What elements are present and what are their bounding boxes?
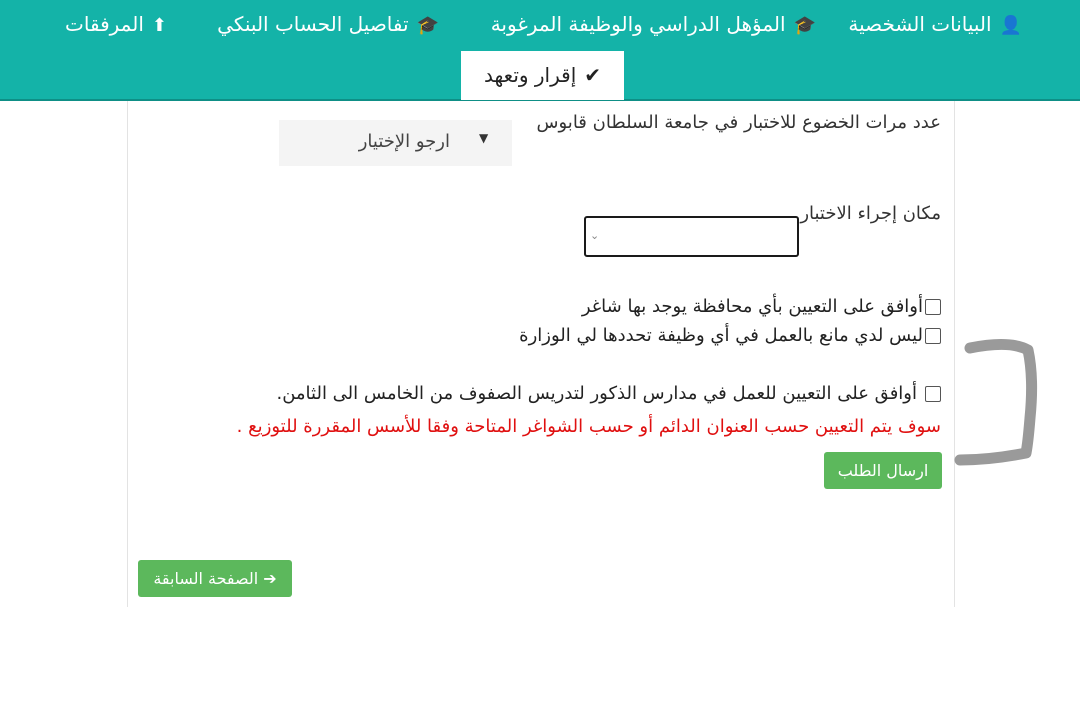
no-objection-checkbox[interactable] <box>925 328 941 344</box>
previous-page-button[interactable] <box>138 560 292 597</box>
graduation-cap-icon: 🎓 <box>793 14 816 36</box>
location-label: مكان إجراء الاختبار <box>800 203 941 224</box>
check-icon: ✔ <box>584 63 602 87</box>
distribution-notice: سوف يتم التعيين حسب العنوان الدائم أو حسب الشواغر المتاحة وفقا للأسس المقررة للتوزيع . <box>236 416 941 437</box>
tab-label: المؤهل الدراسي والوظيفة المرغوبة <box>490 12 786 36</box>
agree-governorate-checkbox[interactable] <box>925 299 941 315</box>
tab-declaration[interactable] <box>461 51 624 100</box>
tab-attachments[interactable] <box>65 10 167 40</box>
bracket-annotation-mark <box>950 338 1045 473</box>
submit-button[interactable]: ارسال الطلب <box>824 452 942 489</box>
no-objection-text: ليس لدي مانع بالعمل في أي وظيفة تحددها لي الوزارة <box>519 325 923 346</box>
tab-label: تفاصيل الحساب البنكي <box>217 12 409 36</box>
tab-label: البيانات الشخصية <box>848 12 992 36</box>
no-objection-row <box>519 325 941 346</box>
tab-qualification[interactable] <box>491 10 816 40</box>
top-navigation <box>0 0 1080 101</box>
form-panel <box>127 101 955 607</box>
location-select[interactable] <box>584 216 799 257</box>
tab-bank-details[interactable] <box>217 10 439 40</box>
tab-label: إقرار وتعهد <box>483 63 577 87</box>
tab-personal-data[interactable] <box>848 10 1022 40</box>
caret-down-icon: ▼ <box>479 131 489 145</box>
attempts-select[interactable] <box>279 120 512 166</box>
agree-boys-schools-row <box>276 383 941 404</box>
agree-boys-schools-text: أوافق على التعيين للعمل في مدارس الذكور لتدريس الصفوف من الخامس الى الثامن. <box>276 383 917 404</box>
agree-governorate-text: أوافق على التعيين بأي محافظة يوجد بها شاغر <box>581 296 923 317</box>
arrow-right-icon: ➔ <box>263 569 277 588</box>
upload-icon: ⬆ <box>151 14 167 36</box>
attempts-label: عدد مرات الخضوع للاختبار في جامعة السلطان قابوس <box>536 112 941 133</box>
previous-page-label: الصفحة السابقة <box>153 569 259 588</box>
tab-label: المرفقات <box>65 12 144 36</box>
agree-boys-schools-checkbox[interactable] <box>925 386 941 402</box>
user-icon: 👤 <box>999 14 1022 36</box>
attempts-select-value: ارجو الإختيار <box>358 131 450 152</box>
agree-governorate-row <box>582 296 941 317</box>
graduation-cap-icon: 🎓 <box>416 14 439 36</box>
chevron-down-icon: ⌄ <box>590 229 600 242</box>
